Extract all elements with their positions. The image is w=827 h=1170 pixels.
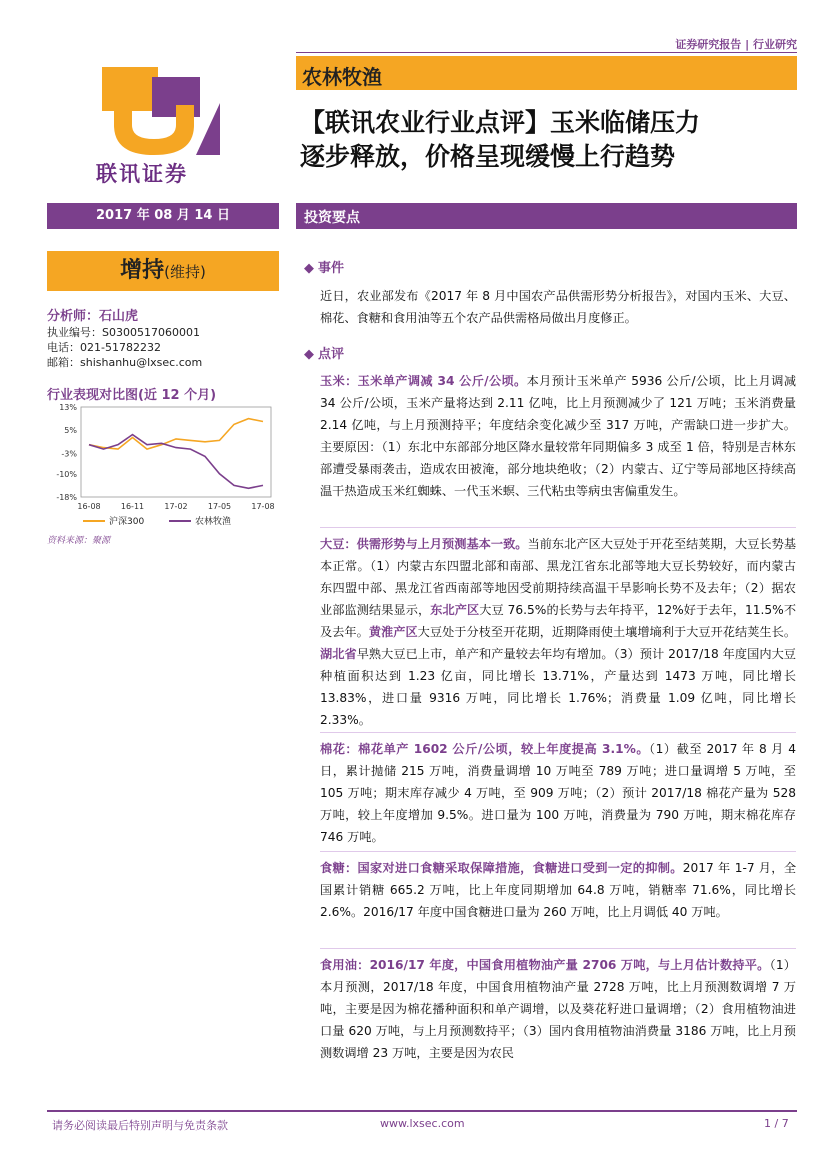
y-tick-label: -10% — [56, 469, 77, 479]
oil-text: （1）本月预测，2017/18 年度，中国食用植物油产量 2728 万吨，比上月预测数调增 7 万吨，主要是因为棉花播种面积和单产调增，以及葵花籽进口量调增；（2）食用植物油进口量 620 万吨，与上月预测数持平；（3）国内食用植物油消费量 3186 万吨，比上月预测数调增 23 万吨，主要是因为农民 — [320, 958, 796, 1060]
soy-text-2: 大豆 76.5%的长势与去年持平，12%好于去年，11.5%不及去年。 — [320, 603, 797, 639]
divider — [320, 527, 796, 528]
footer-website[interactable]: www.lxsec.com — [380, 1117, 465, 1130]
y-tick-label: 5% — [64, 426, 77, 436]
chart-title: 行业表现对比图(近 12 个月) — [47, 388, 217, 403]
invest-title: 投资要点 — [304, 210, 360, 226]
report-type: 证券研究报告 | 行业研究 — [675, 38, 797, 51]
y-tick-label: 13% — [59, 403, 77, 412]
analyst-email: 邮箱：shishanhu@lxsec.com — [47, 356, 203, 369]
rating-value: 增持 — [120, 258, 165, 283]
cotton-text: （1）截至 2017 年 8 月 4 日，累计抛储 215 万吨，消费量调增 10 万吨至 789 万吨；进口量调增 5 万吨，至 105 万吨；期末库存减少 4 万吨，至 909 万吨；（2）预计 2017/18 棉花产量为 528 万吨，较上年度增加 9.5%。进口量为 100 万吨，消费量为 790 万吨，期末棉花库存 746 万吨。 — [320, 742, 796, 844]
y-tick-label: -3% — [61, 449, 77, 459]
footer-disclaimer[interactable]: 请务必阅读最后特别声明与免责条款 — [52, 1119, 228, 1132]
footer-divider — [47, 1110, 797, 1112]
event-paragraph: 近日，农业部发布《2017 年 8 月中国农产品供需形势分析报告》，对国内玉米、大豆、棉花、食糖和食用油等五个农产品供需格局做出月度修正。 — [320, 289, 796, 325]
title-line-2: 逐步释放，价格呈现缓慢上行趋势 — [300, 142, 676, 171]
sugar-highlight: 食糖：国家对进口食糖采取保障措施，食糖进口受到一定的抑制。 — [320, 861, 683, 875]
sugar-text: 2017 年 1-7 月，全国累计销糖 665.2 万吨，比上年度同期增加 64.8 万吨，销糖率 71.6%，同比增长 2.6%。2016/17 年度中国食糖进口量为 260 万吨，比上月调低 40 万吨。 — [320, 861, 797, 919]
comment-heading — [304, 343, 344, 362]
event-heading-text: 事件 — [318, 261, 345, 276]
soy-text-3: 大豆处于分枝至开花期，近期降雨使土壤增墒利于大豆开花结荚生长。 — [417, 625, 797, 639]
soy-paragraph — [320, 533, 796, 731]
x-tick-label: 17-02 — [164, 502, 188, 511]
legend-label: 农林牧渔 — [195, 517, 232, 527]
divider — [320, 732, 796, 733]
oil-highlight: 食用油：2016/17 年度，中国食用植物油产量 2706 万吨，与上月估计数持平。 — [320, 958, 770, 972]
footer-page: 1 / 7 — [764, 1117, 789, 1130]
soy-highlight-2: 东北产区 — [430, 603, 480, 617]
rating-box — [47, 251, 279, 291]
header-divider — [296, 52, 797, 53]
soy-text-4: 早熟大豆已上市，单产和产量较去年均有增加。（3）预计 2017/18 年度国内大豆种植面积达到 1.23 亿亩，同比增长 13.71%，产量达到 1473 万吨，同比增长 13.83%，进口量 9316 万吨，同比增长 1.76%；消费量 1.09 亿吨，同比增长 2.33%。 — [320, 647, 796, 727]
soy-text-1: 当前东北产区大豆处于开花至结荚期，大豆长势基本正常。（1）内蒙古东四盟北部和南部、黑龙江省东北部等地大豆长势较好，而内蒙古东四盟中部、黑龙江省西南部等地因受前期持续高温干旱影响长势不及去年；（2）据农业部监测结果显示， — [320, 537, 797, 617]
y-tick-label: -18% — [56, 493, 77, 502]
comment-heading-text: 点评 — [318, 347, 345, 362]
divider — [320, 851, 796, 852]
x-tick-label: 16-11 — [120, 502, 145, 511]
diamond-icon: ◆ — [304, 347, 314, 362]
sugar-paragraph — [320, 857, 796, 923]
soy-highlight-3: 黄淮产区 — [368, 625, 418, 639]
sector-bar — [296, 56, 797, 90]
series-line-agri — [89, 435, 263, 489]
corn-paragraph — [320, 370, 796, 502]
divider — [320, 948, 796, 949]
oil-paragraph — [320, 954, 796, 1064]
cotton-highlight: 棉花：棉花单产 1602 公斤/公顷，较上年度提高 3.1%。 — [320, 742, 650, 756]
analyst-name: 分析师：石山虎 — [47, 309, 139, 324]
sector-label: 农林牧渔 — [302, 65, 382, 89]
soy-highlight: 大豆：供需形势与上月预测基本一致。 — [320, 537, 528, 551]
event-heading — [304, 257, 344, 276]
invest-bar — [296, 203, 797, 229]
report-title — [300, 106, 800, 174]
corn-text: 本月预计玉米单产 5936 公斤/公顷，比上月调减 34 公斤/公顷，玉米产量将达到 2.11 亿吨，比上月预测减少了 121 万吨；玉米消费量 2.14 亿吨，与上月预测持平；年度结余变化减少至 317 万吨，产需缺口进一步扩大。主要原因：（1）东北中东部部分地区降水量较常年同期偏多 3 成至 1 倍，特别是吉林东部遭受暴雨袭击，造成农田被淹，部分地块绝收；（2）内蒙古、辽宁等局部地区持续高温干热造成玉米红蜘蛛、一代玉米螟、三代粘虫等病虫害偏重发生。 — [320, 374, 796, 498]
soy-highlight-4: 湖北省 — [320, 647, 357, 661]
corn-highlight: 玉米：玉米单产调减 34 公斤/公顷。 — [320, 374, 527, 388]
chart-source: 资料来源：聚源 — [47, 536, 111, 546]
x-tick-label: 16-08 — [77, 502, 101, 511]
diamond-icon: ◆ — [304, 261, 314, 276]
performance-chart — [47, 402, 279, 530]
legend-label: 沪深300 — [109, 517, 145, 527]
x-tick-label: 17-05 — [207, 502, 232, 511]
title-line-1: 【联讯农业行业点评】玉米临储压力 — [300, 108, 701, 137]
analyst-license: 执业编号：S0300517060001 — [47, 326, 200, 339]
rating-note: (维持) — [164, 263, 206, 281]
x-tick-label: 17-08 — [251, 502, 275, 511]
cotton-paragraph — [320, 738, 796, 848]
analyst-phone: 电话：021-51782232 — [47, 341, 161, 354]
report-date: 2017 年 08 月 14 日 — [47, 203, 279, 229]
series-line-hs300 — [89, 419, 263, 450]
logo-text: 联讯证券 — [96, 162, 188, 186]
